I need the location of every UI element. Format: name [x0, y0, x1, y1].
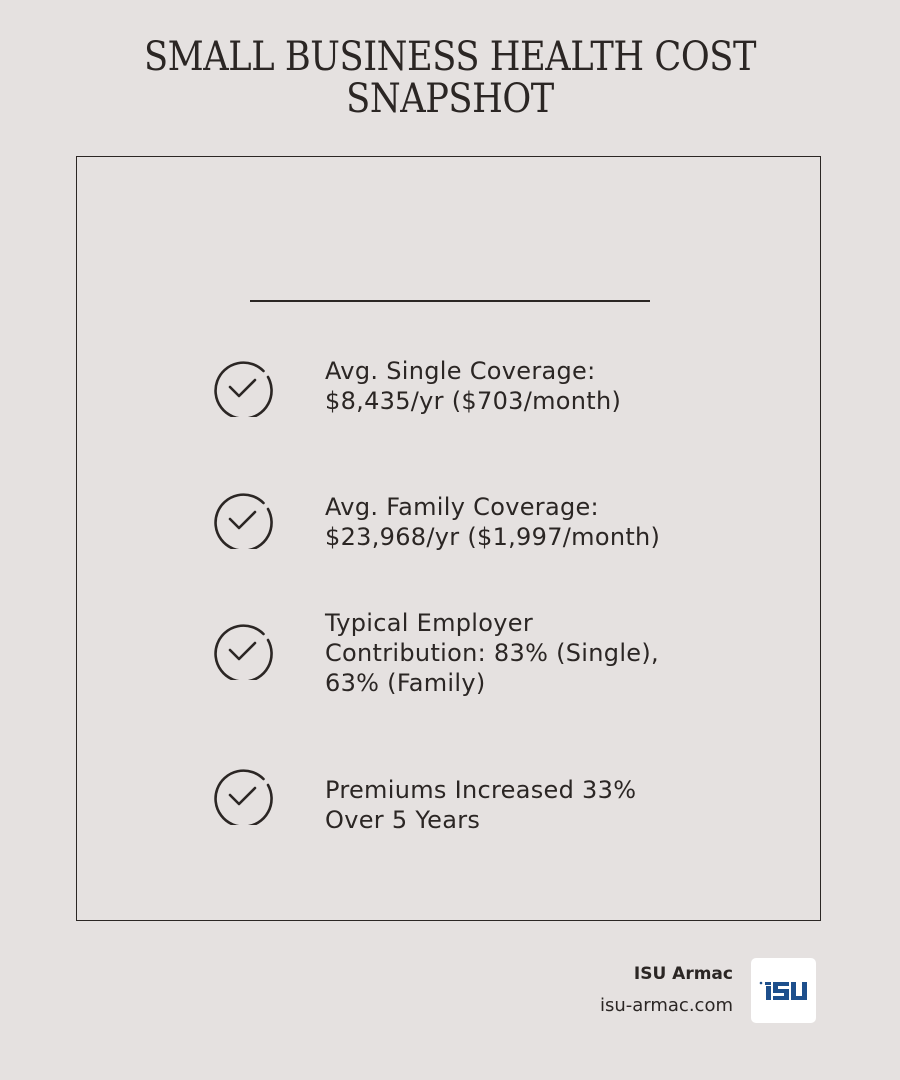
title-line-2: SNAPSHOT: [346, 76, 554, 122]
isu-logo-icon: [758, 976, 810, 1006]
item-text: [325, 775, 636, 835]
check-circle-icon: [213, 620, 273, 680]
item-text: [325, 492, 660, 552]
title-line-1: SMALL BUSINESS HEALTH COST: [144, 34, 756, 80]
check-circle-icon: [213, 357, 273, 417]
item-line: Typical Employer: [325, 609, 533, 637]
list-item-family-coverage: [213, 489, 661, 551]
check-circle-icon: [213, 765, 273, 825]
divider-rule: [250, 300, 650, 302]
item-line: Avg. Single Coverage:: [325, 357, 596, 385]
isu-logo: [751, 958, 816, 1023]
item-text: [325, 356, 621, 416]
brand-name: ISU Armac: [633, 964, 733, 984]
item-line: 63% (Family): [325, 669, 486, 697]
item-line: Premiums Increased 33%: [325, 776, 637, 804]
check-circle-icon: [213, 489, 273, 549]
page-title: [54, 36, 846, 120]
item-line: Contribution: 83% (Single),: [325, 639, 659, 667]
item-line: Avg. Family Coverage:: [325, 493, 599, 521]
list-item-employer-contribution: [213, 609, 659, 697]
item-line: $23,968/yr ($1,997/month): [325, 523, 661, 551]
item-line: Over 5 Years: [325, 806, 481, 834]
brand-url[interactable]: isu-armac.com: [599, 995, 733, 1016]
list-item-single-coverage: [213, 357, 622, 417]
item-text: [325, 608, 659, 698]
item-line: $8,435/yr ($703/month): [325, 387, 622, 415]
list-item-premium-increase: [213, 765, 637, 834]
